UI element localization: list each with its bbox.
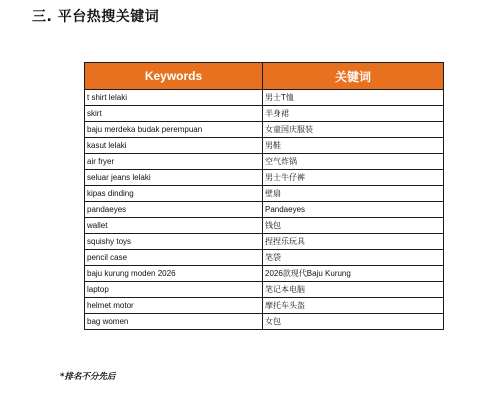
table-row [85,122,444,138]
table-row [85,314,444,330]
keyword-cell: kasut lelaki [85,138,263,154]
table-row [85,218,444,234]
header-keywords-chinese: 关键词 [263,63,444,90]
translation-cell: 男士T恤 [263,90,444,106]
translation-cell: 壁扇 [263,186,444,202]
translation-cell: 男鞋 [263,138,444,154]
table-row [85,266,444,282]
keyword-cell: kipas dinding [85,186,263,202]
table-row [85,154,444,170]
keyword-cell: air fryer [85,154,263,170]
keyword-cell: baju merdeka budak perempuan [85,122,263,138]
table-row [85,106,444,122]
table-row [85,90,444,106]
translation-cell: 笔袋 [263,250,444,266]
table-header-row [85,63,444,90]
translation-cell: 捏捏乐玩具 [263,234,444,250]
keyword-cell: t shirt lelaki [85,90,263,106]
keyword-cell: pandaeyes [85,202,263,218]
table-row [85,298,444,314]
translation-cell: 2026款现代Baju Kurung [263,266,444,282]
keyword-cell: seluar jeans lelaki [85,170,263,186]
translation-cell: 男士牛仔裤 [263,170,444,186]
keyword-cell: laptop [85,282,263,298]
keyword-cell: helmet motor [85,298,263,314]
translation-cell: Pandaeyes [263,202,444,218]
table-row [85,170,444,186]
keyword-cell: pencil case [85,250,263,266]
table-row [85,202,444,218]
footnote: *排名不分先后 [60,372,116,382]
keyword-cell: baju kurung moden 2026 [85,266,263,282]
translation-cell: 笔记本电脑 [263,282,444,298]
table-row [85,138,444,154]
section-heading: 三. 平台热搜关键词 [32,9,160,25]
translation-cell: 钱包 [263,218,444,234]
table-row [85,186,444,202]
translation-cell: 摩托车头盔 [263,298,444,314]
translation-cell: 女童国庆服装 [263,122,444,138]
keyword-cell: squishy toys [85,234,263,250]
translation-cell: 半身裙 [263,106,444,122]
header-keywords: Keywords [85,63,263,90]
table-row [85,234,444,250]
keyword-cell: bag women [85,314,263,330]
table-row [85,250,444,266]
keyword-cell: skirt [85,106,263,122]
keyword-cell: wallet [85,218,263,234]
translation-cell: 女包 [263,314,444,330]
table-row [85,282,444,298]
translation-cell: 空气炸锅 [263,154,444,170]
keywords-table [84,62,444,330]
